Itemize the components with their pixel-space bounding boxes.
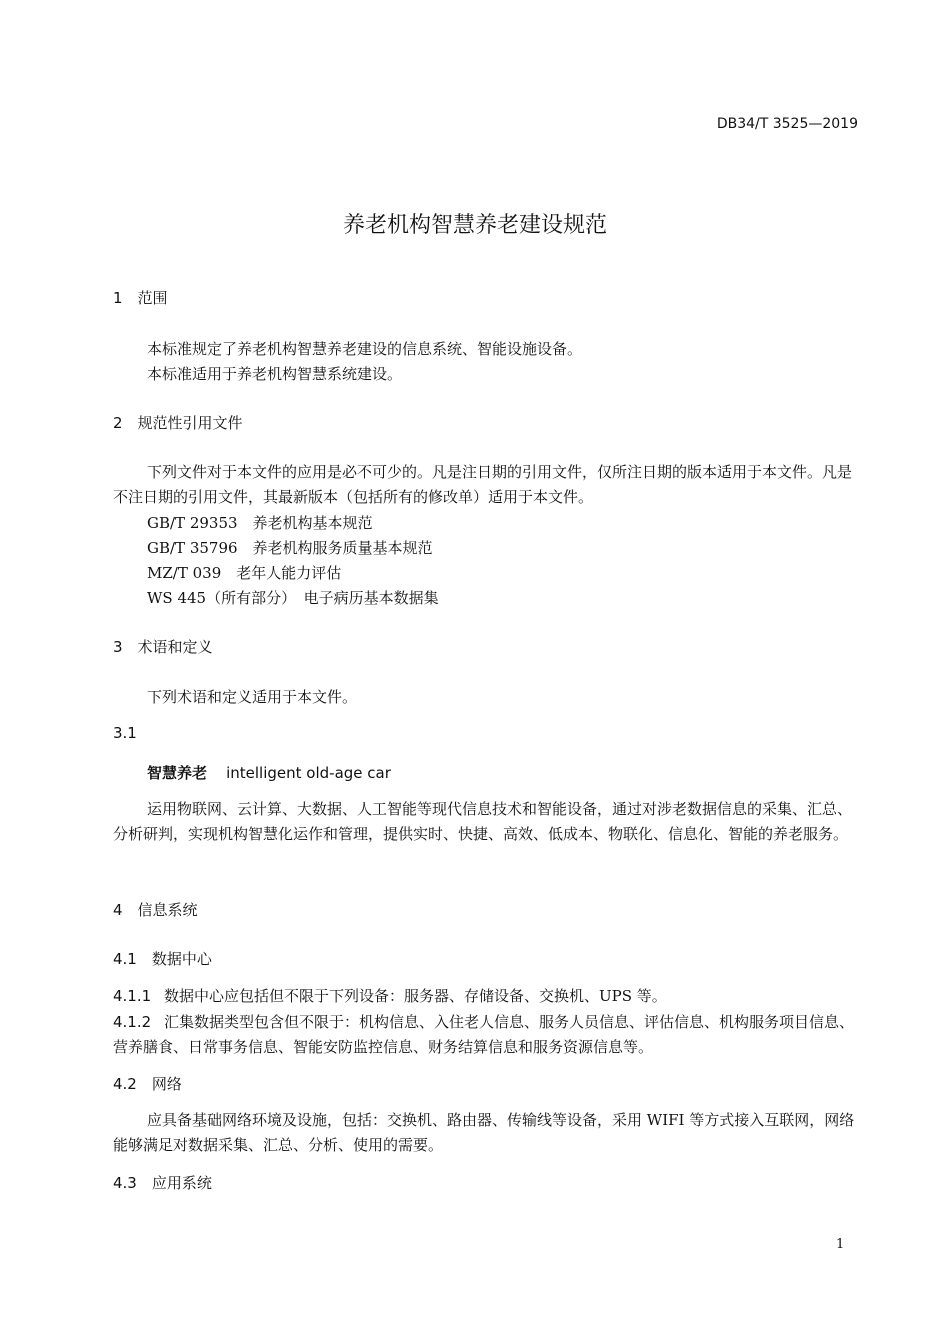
reference-item: WS 445（所有部分） 电子病历基本数据集 [147, 589, 439, 607]
term-definition: 运用物联网、云计算、大数据、人工智能等现代信息技术和智能设备，通过对涉老数据信息的采集、汇总、分析研判，实现机构智慧化运作和管理，提供实时、快捷、高效、低成本、物联化、信息化、智能的养老服务。 [113, 800, 853, 843]
reference-item: GB/T 35796 养老机构服务质量基本规范 [147, 539, 433, 557]
clause-number: 4.1.2 [113, 1013, 152, 1031]
section-4-2-text: 应具备基础网络环境及设施，包括：交换机、路由器、传输线等设备，采用 WIFI 等方式接入互联网，网络能够满足对数据采集、汇总、分析、使用的需要。 [113, 1111, 855, 1154]
section-1-heading: 1 范围 [113, 289, 168, 307]
section-2-heading: 2 规范性引用文件 [113, 414, 243, 432]
term-number: 3.1 [113, 724, 137, 742]
section-4-3-heading: 4.3 应用系统 [113, 1174, 212, 1192]
page-number: 1 [836, 1237, 845, 1252]
section-3-heading: 3 术语和定义 [113, 638, 213, 656]
clause-text: 数据中心应包括但不限于下列设备：服务器、存储设备、交换机、UPS 等。 [163, 987, 667, 1005]
section-4-1-heading: 4.1 数据中心 [113, 950, 212, 968]
clause-number: 4.1.1 [113, 987, 152, 1005]
standard-number: DB34/T 3525—2019 [716, 116, 858, 132]
clause-4-1-1 [113, 985, 667, 1006]
clause-4-1-2 [113, 1010, 858, 1060]
section-1-para-1: 本标准规定了养老机构智慧养老建设的信息系统、智能设施设备。 [147, 340, 583, 358]
term-entry [147, 762, 391, 783]
reference-item: MZ/T 039 老年人能力评估 [147, 564, 342, 582]
term-english: intelligent old-age car [226, 764, 391, 782]
section-2-para-1: 下列文件对于本文件的应用是必不可少的。凡是注日期的引用文件，仅所注日期的版本适用于本文件。凡是不注日期的引用文件，其最新版本（包括所有的修改单）适用于本文件。 [113, 463, 853, 506]
reference-item: GB/T 29353 养老机构基本规范 [147, 514, 373, 532]
term-chinese: 智慧养老 [147, 764, 208, 782]
section-3-para-1: 下列术语和定义适用于本文件。 [147, 688, 358, 706]
section-1-para-2: 本标准适用于养老机构智慧系统建设。 [147, 365, 403, 383]
section-4-heading: 4 信息系统 [113, 901, 198, 919]
document-title: 养老机构智慧养老建设规范 [342, 213, 607, 238]
section-4-2-heading: 4.2 网络 [113, 1075, 182, 1093]
clause-text: 汇集数据类型包含但不限于：机构信息、入住老人信息、服务人员信息、评估信息、机构服务项目信息、营养膳食、日常事务信息、智能安防监控信息、财务结算信息和服务资源信息等。 [113, 1013, 854, 1056]
